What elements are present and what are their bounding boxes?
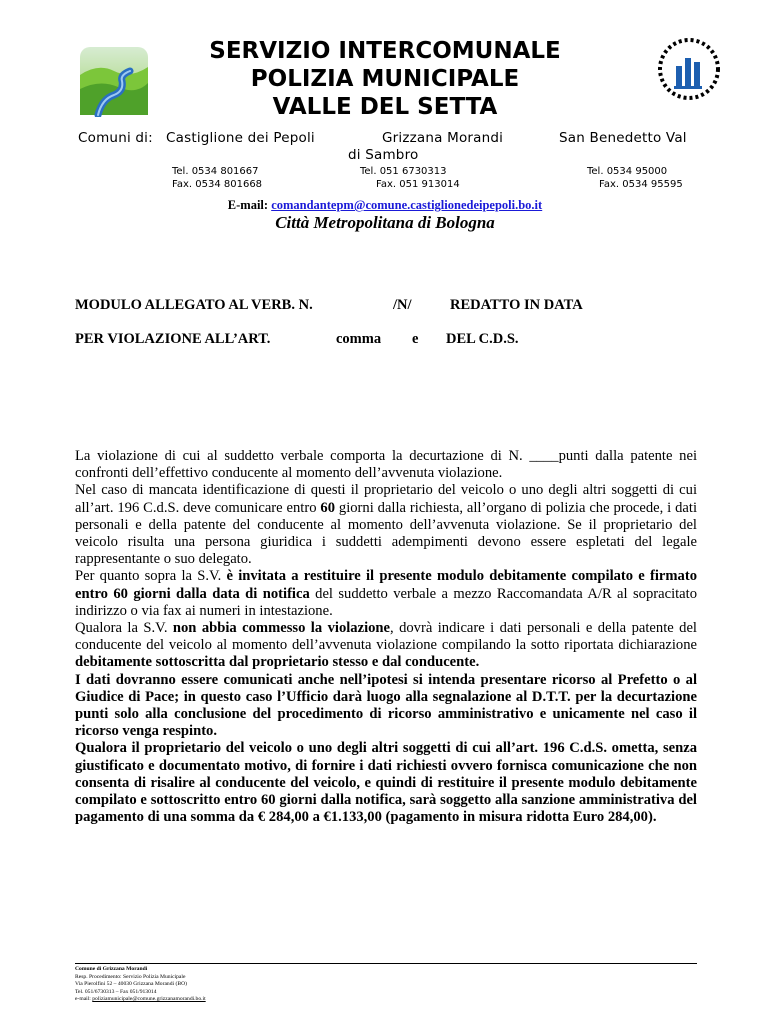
paragraph-decurtazione: La violazione di cui al suddetto verbale comporta la decurtazione di N. ____punti dalla patente nei confronti dell’effettivo conducente al momento dell’avvenuta violazione. bbox=[75, 448, 697, 482]
comune2-contacts bbox=[360, 165, 460, 191]
comune3-fax: Fax. 0534 95595 bbox=[599, 179, 683, 190]
page-title bbox=[150, 37, 620, 121]
p3-text-a: Per quanto sopra la S.V. bbox=[75, 568, 227, 585]
footer-indirizzo: Via Pierolfini 52 – 40030 Grizzana Morandi (BO) bbox=[75, 981, 187, 988]
body-text bbox=[75, 448, 697, 826]
p3-bold: è invitata a restituire il presente modulo debitamente compilato e firmato entro 60 giorni dalla data di notifica bbox=[75, 568, 697, 602]
footer-telefono: Tel. 051/6730313 – Fax 051/913014 bbox=[75, 988, 157, 995]
comune2-tel: Tel. 051 6730313 bbox=[360, 166, 447, 177]
form-cds-label: DEL C.D.S. bbox=[446, 331, 519, 347]
comune3-contacts bbox=[587, 165, 683, 191]
paragraph-invito bbox=[75, 568, 697, 620]
comune-san-benedetto: San Benedetto Val bbox=[559, 130, 687, 146]
footer-email-link[interactable]: poliziamunicipale@comune.grizzanamorandi.bo.it bbox=[92, 996, 206, 1003]
footer-responsabile: Resp. Procedimento: Servizio Polizia Municipale bbox=[75, 973, 186, 980]
form-article-label: PER VIOLAZIONE ALL’ART. bbox=[75, 331, 271, 347]
footer bbox=[75, 963, 697, 1004]
comuni-label: Comuni di: bbox=[78, 130, 153, 146]
footer-email-label: e-mail: bbox=[75, 996, 93, 1003]
comune1-tel: Tel. 0534 801667 bbox=[172, 166, 259, 177]
comune2-fax: Fax. 051 913014 bbox=[376, 179, 460, 190]
paragraph-sanzione bbox=[75, 740, 697, 826]
citta-metropolitana: Città Metropolitana di Bologna bbox=[275, 213, 495, 232]
title-line-1: SERVIZIO INTERCOMUNALE bbox=[209, 38, 561, 64]
p2-days: 60 bbox=[320, 499, 336, 516]
p4-text-a: Qualora la S.V. bbox=[75, 620, 173, 637]
comune1-fax: Fax. 0534 801668 bbox=[172, 179, 263, 190]
title-line-2: POLIZIA MUNICIPALE bbox=[250, 66, 520, 92]
comune-grizzana-line2: di Sambro bbox=[348, 147, 419, 163]
p4-bold-end: debitamente sottoscritta dal proprietario stesso e dal conducente. bbox=[75, 654, 480, 671]
form-comma-label: comma bbox=[336, 331, 382, 347]
paragraph-identificazione bbox=[75, 482, 697, 568]
paragraph-ricorso bbox=[75, 672, 697, 741]
footer-comune-name: Comune di Grizzana Morandi bbox=[75, 966, 148, 972]
email-label: E-mail: bbox=[227, 198, 269, 212]
comune3-tel: Tel. 0534 95000 bbox=[587, 166, 668, 177]
title-line-3: VALLE DEL SETTA bbox=[272, 94, 498, 120]
email-link[interactable]: comandantepm@comune.castiglionedeipepoli.bo.it bbox=[271, 198, 543, 212]
form-number-separator: /N/ bbox=[393, 297, 412, 313]
city-crest-logo bbox=[654, 36, 724, 102]
footer-email-line bbox=[75, 996, 697, 1004]
p2-text-a: Nel caso di mancata identificazione di questi il proprietario del veicolo o uno degli altri soggetti di cui all’art. 196 C.d.S. deve comunicare entro bbox=[75, 482, 697, 516]
form-verbale-label: MODULO ALLEGATO AL VERB. N. bbox=[75, 297, 313, 313]
p4-text-c: , dovrà indicare i dati personali e della patente del conducente del veicolo al momento dell’avvenuta violazione compilando la sotto riportata dichiarazione bbox=[75, 620, 697, 654]
form-e-label: e bbox=[412, 331, 419, 347]
email-line bbox=[0, 198, 770, 213]
comune1-contacts bbox=[172, 165, 262, 191]
p5-bold: I dati dovranno essere comunicati anche nell’ipotesi si intenda presentare ricorso al Prefetto o al Giudice di Pace; in questo caso l’Ufficio darà luogo alla segnalazione al D.T.T. per la decurtazione punti solo alla conclusione del procedimento di ricorso amministrativo e unicamente nel caso il ricorso venga respinto. bbox=[75, 671, 697, 740]
footer-comune bbox=[75, 966, 697, 974]
valley-landscape-logo bbox=[78, 45, 150, 117]
paragraph-non-commesso bbox=[75, 620, 697, 672]
p2-text-c: giorni dalla richiesta, all’organo di polizia che procede, i dati personali e della patente del conducente al momento dell’avvenuta violazione. Se il proprietario del veicolo risulta una persona giuridica i suddetti adempimenti devono essere espletati del legale rappresentante o suo delegato. bbox=[75, 499, 698, 568]
comune-grizzana-line1: Grizzana Morandi bbox=[382, 130, 504, 146]
form-date-label: REDATTO IN DATA bbox=[450, 297, 583, 313]
p4-bold: non abbia commesso la violazione bbox=[172, 620, 391, 637]
p3-text-c: del suddetto verbale a mezzo Raccomandata A/R al sopracitato indirizzo o via fax ai numeri in intestazione. bbox=[75, 585, 698, 619]
p6-bold: Qualora il proprietario del veicolo o uno degli altri soggetti di cui all’art. 196 C.d.S. ometta, senza giustificato e documentato motivo, di fornire i dati richiesti ovvero fornisca comunicazione che non consenta di risalire al conducente del veicolo, e quindi di restituire il presente modulo debitamente compilato e sottoscritto entro 60 giorni dalla notifica, sarà soggetto alla sanzione amministrativa del pagamento di una somma da € 284,00 a €1.133,00 (pagamento in misura ridotta Euro 284,00). bbox=[75, 740, 697, 826]
comune-castiglione: Castiglione dei Pepoli bbox=[166, 130, 315, 146]
